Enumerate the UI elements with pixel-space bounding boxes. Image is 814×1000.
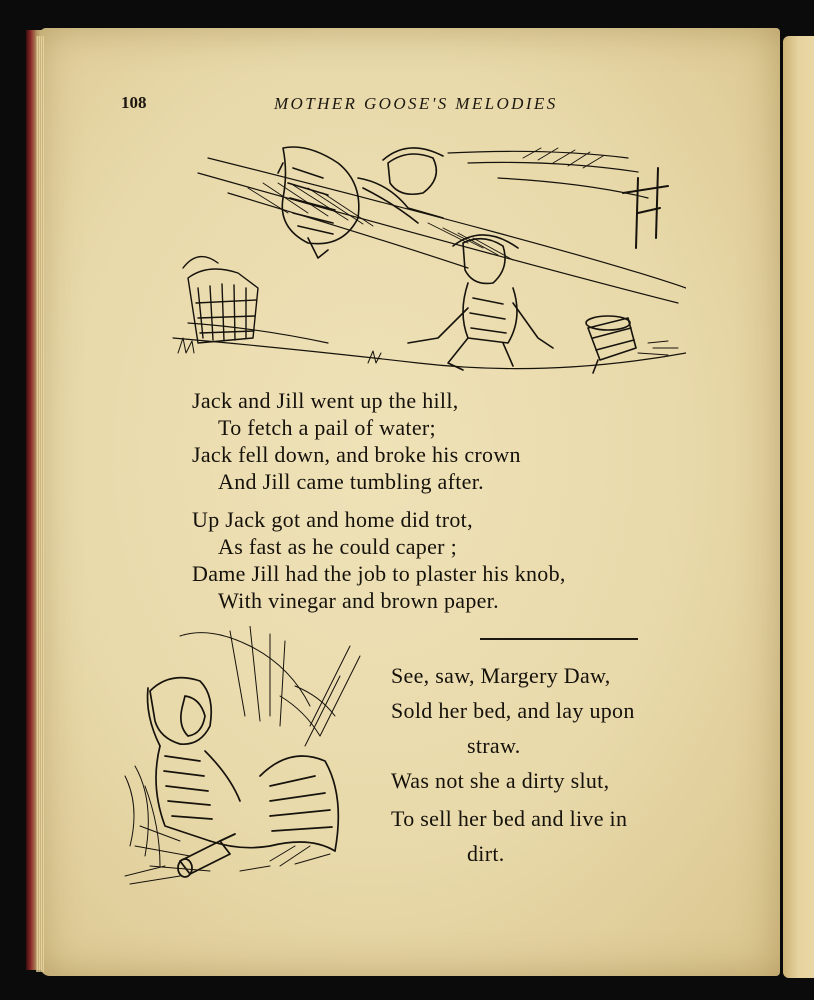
poem-line: To fetch a pail of water; (218, 415, 436, 440)
poem-line: See, saw, Margery Daw, (391, 663, 611, 688)
poem-line: Sold her bed, and lay upon (391, 698, 635, 723)
poem-line: With vinegar and brown paper. (218, 588, 499, 613)
section-divider (480, 638, 638, 640)
poem-line: dirt. (467, 841, 505, 866)
running-head: MOTHER GOOSE'S MELODIES (274, 94, 558, 113)
margery-daw-illustration (120, 626, 370, 888)
facing-page-edge (783, 36, 814, 978)
poem-line: As fast as he could caper ; (218, 534, 458, 559)
jack-and-jill-illustration (168, 138, 686, 383)
poem-line: Jack and Jill went up the hill, (192, 388, 459, 413)
page-number: 108 (121, 93, 147, 112)
poem-line: Up Jack got and home did trot, (192, 507, 473, 532)
poem-line: straw. (467, 733, 521, 758)
poem-line: Was not she a dirty slut, (391, 768, 610, 793)
poem-line: Dame Jill had the job to plaster his knob, (192, 561, 566, 586)
poem-line: To sell her bed and live in (391, 806, 628, 831)
poem-line: And Jill came tumbling after. (218, 469, 484, 494)
poem-line: Jack fell down, and broke his crown (192, 442, 521, 467)
page-stack-edge (36, 36, 44, 972)
